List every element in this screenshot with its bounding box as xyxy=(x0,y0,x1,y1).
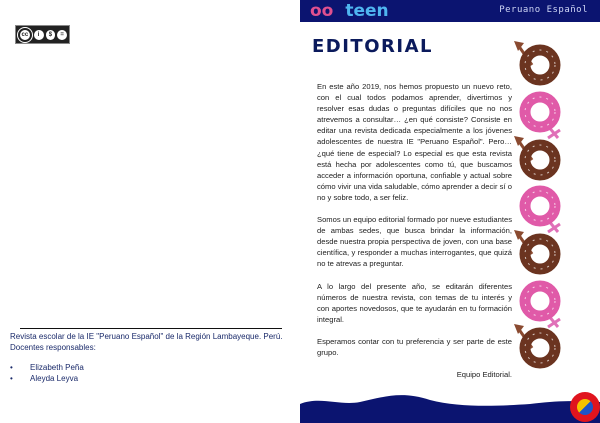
school-name: Peruano Español xyxy=(499,5,588,15)
right-page xyxy=(300,0,600,423)
by-icon: i xyxy=(34,30,44,40)
brand-logo: oo teen xyxy=(310,1,389,21)
header-bar xyxy=(300,0,600,22)
nc-icon: $ xyxy=(46,30,56,40)
creative-commons-license-badge xyxy=(15,25,70,44)
signature: Equipo Editorial. xyxy=(456,370,512,380)
wave-footer xyxy=(300,392,600,423)
page-title: EDITORIAL xyxy=(312,36,433,57)
editorial-body xyxy=(317,81,512,391)
cc-icon: cc xyxy=(18,28,32,42)
paragraph: Esperamos contar con tu preferencia y ser parte de este grupo. xyxy=(317,336,512,357)
paragraph: En este año 2019, nos hemos propuesto un nuevo reto, con el cual todos podamos aprender, divertirnos y resolver esas dudas o preguntas difíciles que no nos atrevemos a consultar… ¿en qué consiste? Consiste en editar una revista dedicada especialmente a los jóvenes adolescentes de nuestra IE "Peruano Español". Pero…¿qué tiene de especial? Lo especial es que esta revista está hecha por adolescentes como tú, que buscamos acceder a información oportuna, confiable y actual sobre cómo vivir una vida saludable, cómo aprender a decir sí o no y sobre todo, a ser feliz. xyxy=(317,82,512,202)
teachers-label: Docentes responsables: xyxy=(10,343,96,352)
paragraph: A lo largo del presente año, se editarán diferentes números de nuestra revista, con temas de tu interés y con aportes novedosos, que te ayudarán en tu formación integral. xyxy=(317,281,512,324)
credits xyxy=(10,331,286,384)
magazine-description: Revista escolar de la IE "Peruano Español" de la Región Lambayeque. Perú. xyxy=(10,332,283,341)
school-crest-logo xyxy=(570,392,600,422)
donut-gender-symbols-decoration xyxy=(510,30,570,410)
nd-icon: = xyxy=(57,30,67,40)
divider xyxy=(20,328,282,329)
paragraph: Somos un equipo editorial formado por nueve estudiantes de ambas sedes, que busca brindar la información, desde nuestra propia perspectiva de joven, con una base científica, y responder a muchas interrogantes, que quizá no te atrevas a preguntar. xyxy=(317,215,512,269)
teachers-list xyxy=(10,362,286,384)
teacher-item: • Aleyda Leyva xyxy=(10,373,286,384)
teacher-item: • Elizabeth Peña xyxy=(10,362,286,373)
